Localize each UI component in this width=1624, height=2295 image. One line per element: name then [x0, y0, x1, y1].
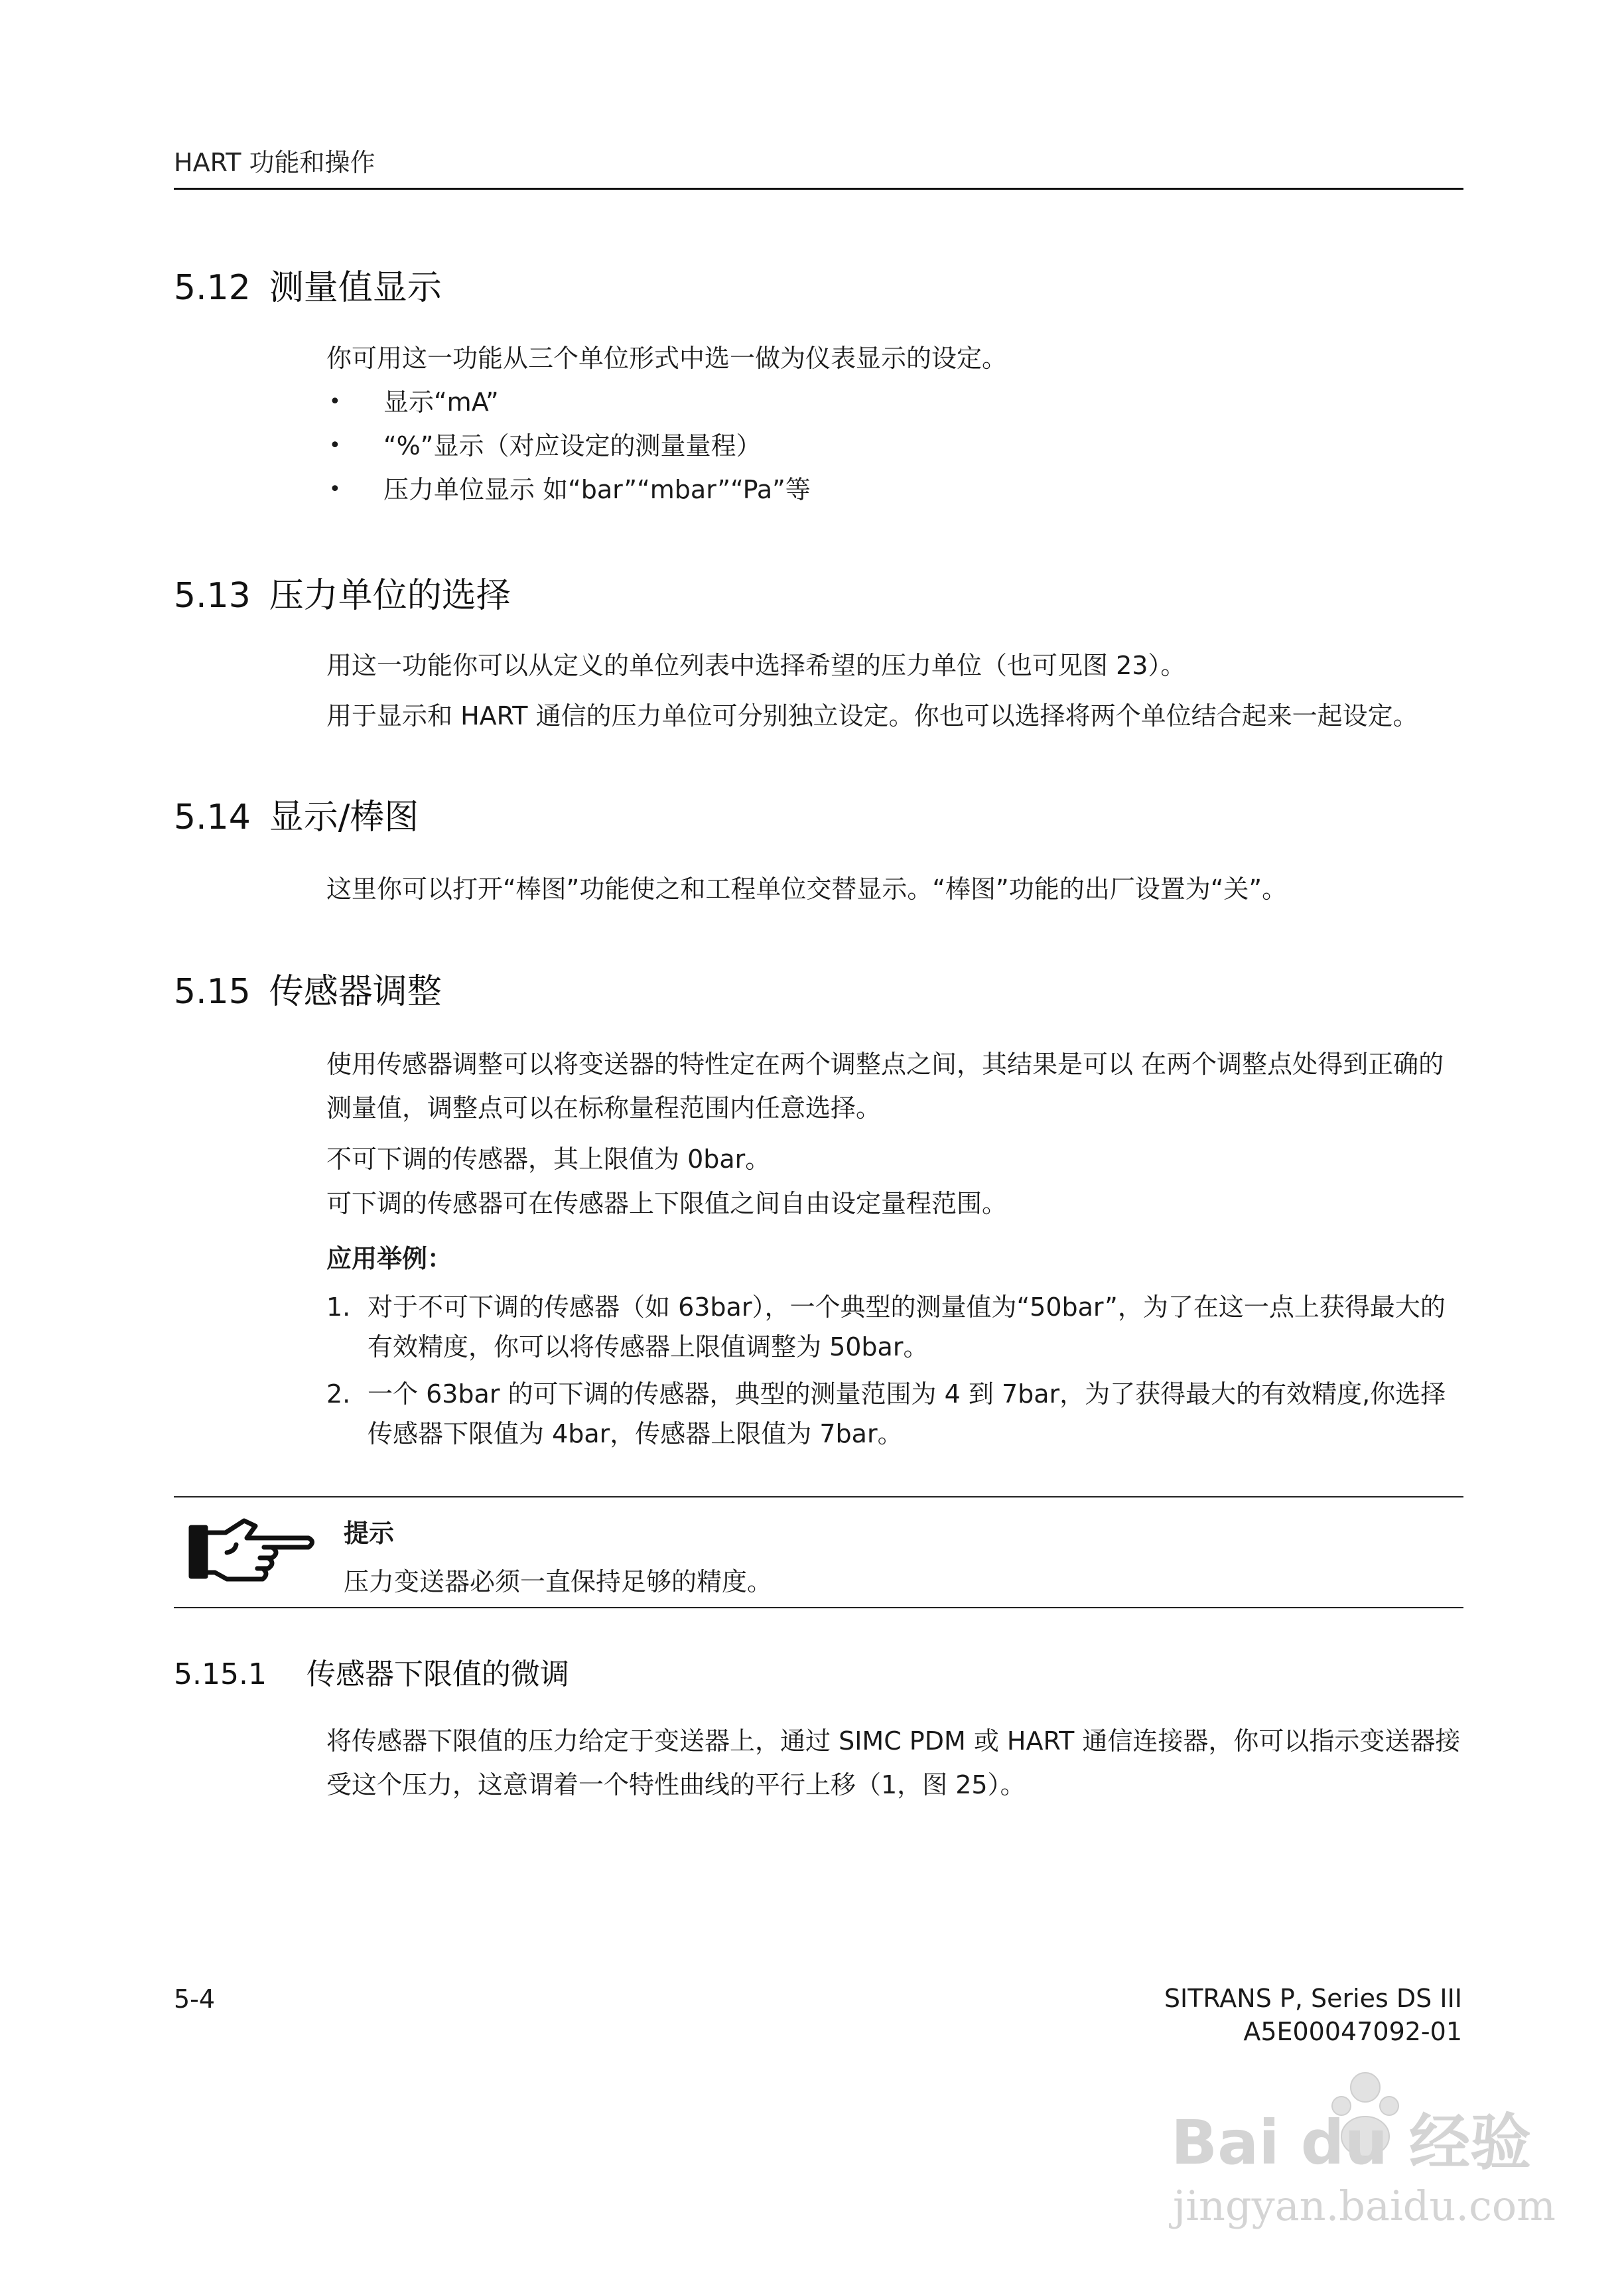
document-number: A5E00047092-01 [1243, 2017, 1462, 2046]
running-header: HART 功能和操作 [174, 148, 375, 177]
section-number: 5.15 [174, 972, 251, 1012]
paragraph: 这里你可以打开“棒图”功能使之和工程单位交替显示。“棒图”功能的出厂设置为“关”。 [326, 874, 1288, 904]
paragraph: 用于显示和 HART 通信的压力单位可分别独立设定。你也可以选择将两个单位结合起来一起设定。 [326, 701, 1418, 730]
section-number: 5.14 [174, 798, 251, 837]
list-item: 显示“mA” [383, 387, 499, 417]
list-number: 2. [326, 1379, 351, 1409]
section-number: 5.12 [174, 268, 251, 308]
paragraph: 用这一功能你可以从定义的单位列表中选择希望的压力单位（也可见图 23）。 [326, 651, 1186, 680]
section-intro: 你可用这一功能从三个单位形式中选一做为仪表显示的设定。 [326, 344, 1008, 373]
page-number: 5-4 [174, 1984, 216, 2014]
bullet-dot: • [329, 390, 341, 413]
section-heading-5-14 [174, 796, 419, 839]
list-number: 1. [326, 1292, 351, 1322]
note-text: 压力变送器必须一直保持足够的精度。 [344, 1567, 773, 1596]
section-title: 传感器调整 [269, 972, 442, 1012]
section-title: 显示/棒图 [269, 798, 419, 837]
section-heading-5-13 [174, 575, 511, 617]
section-heading-5-12 [174, 267, 442, 309]
bullet-dot: • [329, 434, 341, 457]
watermark-logo-text: Bai du 经验 [1171, 2107, 1532, 2178]
example-heading: 应用举例： [326, 1244, 453, 1273]
header-rule [174, 188, 1463, 190]
pointing-hand-icon [186, 1513, 318, 1592]
subsection-number: 5.15.1 [174, 1657, 267, 1691]
section-title: 压力单位的选择 [269, 576, 511, 616]
list-item: 一个 63bar 的可下调的传感器，典型的测量范围为 4 到 7bar，为了获得最大的有效精度,你选择传感器下限值为 4bar，传感器上限值为 7bar。 [368, 1379, 1446, 1448]
watermark-url: jingyan.baidu.com [1173, 2182, 1556, 2230]
note-top-rule [174, 1496, 1463, 1497]
paragraph: 不可下调的传感器，其上限值为 0bar。 [326, 1145, 771, 1174]
section-number: 5.13 [174, 576, 251, 616]
note-bottom-rule [174, 1607, 1463, 1608]
bullet-dot: • [329, 478, 341, 501]
subsection-heading-5-15-1 [174, 1656, 569, 1693]
section-heading-5-15 [174, 971, 442, 1013]
paragraph: 使用传感器调整可以将变送器的特性定在两个调整点之间，其结果是可以 在两个调整点处得到正确的测量值，调整点可以在标称量程范围内任意选择。 [326, 1050, 1444, 1123]
note-heading: 提示 [344, 1519, 395, 1548]
paragraph: 可下调的传感器可在传感器上下限值之间自由设定量程范围。 [326, 1189, 1008, 1218]
list-item: 对于不可下调的传感器（如 63bar），一个典型的测量值为“50bar”，为了在这一点上获得最大的有效精度，你可以将传感器上限值调整为 50bar。 [368, 1292, 1446, 1361]
subsection-title: 传感器下限值的微调 [306, 1657, 569, 1691]
list-item: “%”显示（对应设定的测量量程） [383, 431, 762, 460]
section-title: 测量值显示 [269, 268, 442, 308]
product-name: SITRANS P, Series DS III [1164, 1984, 1462, 2013]
list-item: 压力单位显示 如“bar”“mbar”“Pa”等 [383, 475, 811, 504]
paragraph: 将传感器下限值的压力给定于变送器上，通过 SIMC PDM 或 HART 通信连接器，你可以指示变送器接受这个压力，这意谓着一个特性曲线的平行上移（1，图 25）。 [326, 1726, 1461, 1799]
